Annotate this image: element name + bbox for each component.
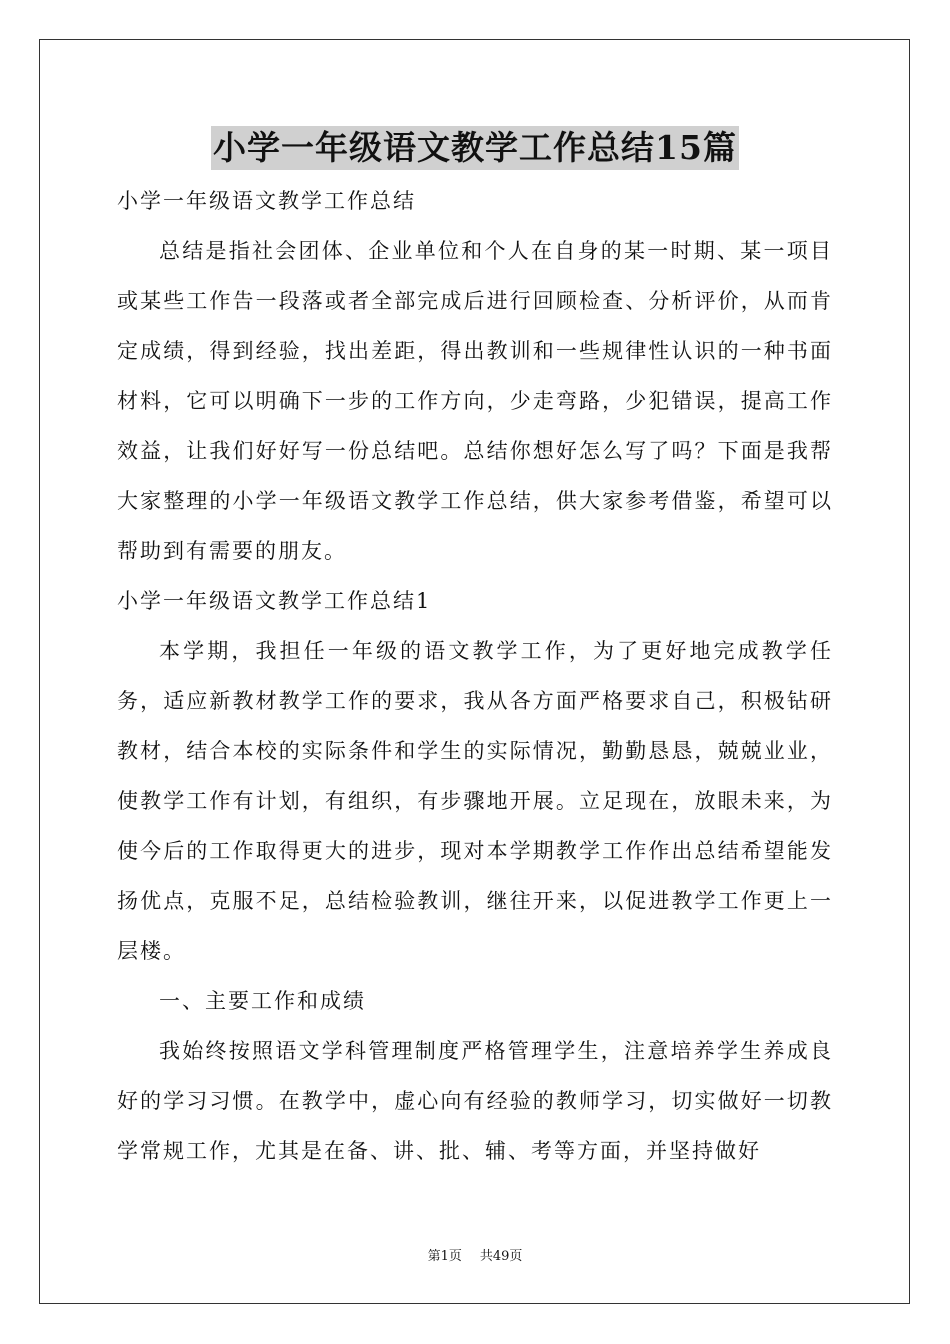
section-heading: 小学一年级语文教学工作总结 xyxy=(117,189,416,213)
page-total: 共49页 xyxy=(479,1249,523,1264)
document-title: 小学一年级语文教学工作总结15篇 xyxy=(211,126,739,170)
document-body xyxy=(117,176,833,1176)
subsection-heading: 一、主要工作和成绩 xyxy=(159,989,366,1013)
page-number: 第1页 xyxy=(427,1249,462,1264)
paragraph: 我始终按照语文学科管理制度严格管理学生，注意培养学生养成良好的学习习惯。在教学中，虚心向有经验的教师学习，切实做好一切教学常规工作，尤其是在备、讲、批、辅、考等方面，并坚持做好 xyxy=(117,1039,833,1163)
section-heading: 小学一年级语文教学工作总结1 xyxy=(117,589,432,613)
paragraph: 总结是指社会团体、企业单位和个人在自身的某一时期、某一项目或某些工作告一段落或者全部完成后进行回顾检查、分析评价，从而肯定成绩，得到经验，找出差距，得出教训和一些规律性认识的一种书面材料，它可以明确下一步的工作方向，少走弯路，少犯错误，提高工作效益，让我们好好写一份总结吧。总结你想好怎么写了吗？下面是我帮大家整理的小学一年级语文教学工作总结，供大家参考借鉴，希望可以帮助到有需要的朋友。 xyxy=(117,239,833,563)
title-container xyxy=(0,126,950,170)
paragraph: 本学期，我担任一年级的语文教学工作，为了更好地完成教学任务，适应新教材教学工作的要求，我从各方面严格要求自己，积极钻研教材，结合本校的实际条件和学生的实际情况，勤勤恳恳，兢兢业业，使教学工作有计划，有组织，有步骤地开展。立足现在，放眼未来，为使今后的工作取得更大的进步，现对本学期教学工作作出总结希望能发扬优点，克服不足，总结检验教训，继往开来，以促进教学工作更上一层楼。 xyxy=(117,639,833,963)
page-footer xyxy=(0,1245,950,1264)
